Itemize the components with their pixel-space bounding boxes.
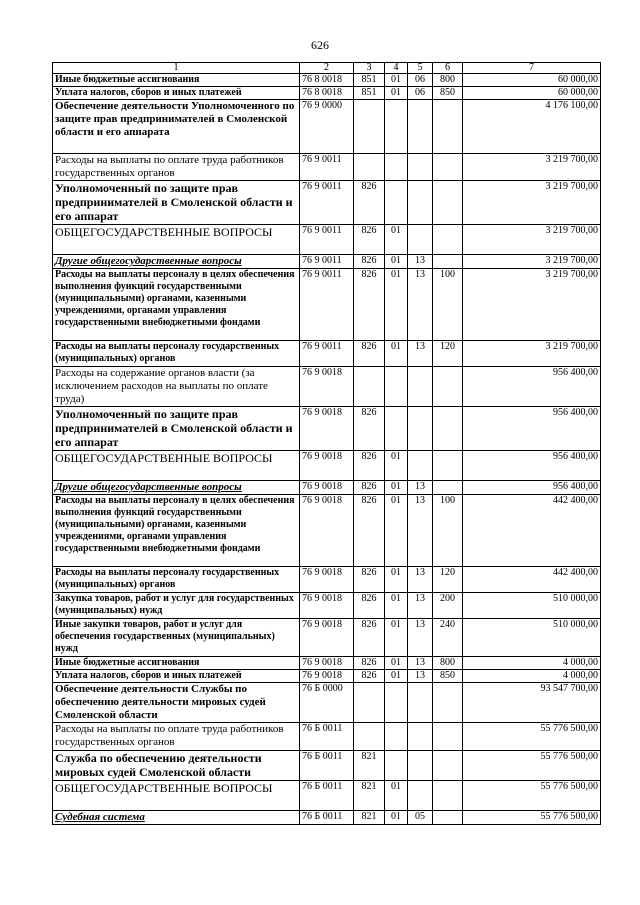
amount-cell: 510 000,00 [463,593,601,619]
expense-type-code-cell [433,255,463,269]
amount-cell: 442 400,00 [463,495,601,567]
department-code-cell: 826 [354,567,385,593]
target-article-code-cell: 76 9 0018 [300,593,354,619]
table-row [53,670,601,683]
column-header: 6 [433,63,463,74]
expense-type-code-cell [433,181,463,225]
target-article-code-cell: 76 9 0011 [300,341,354,367]
department-code-cell: 821 [354,811,385,825]
subsection-code-cell: 13 [408,495,433,567]
subsection-code-cell [408,683,433,723]
department-code-cell: 826 [354,451,385,481]
department-code-cell: 821 [354,751,385,781]
table-row [53,255,601,269]
subsection-code-cell: 13 [408,657,433,670]
row-name-cell: Уполномоченный по защите прав предпринимателей в Смоленской области и его аппарат [53,407,300,451]
target-article-code-cell: 76 9 0018 [300,619,354,657]
section-code-cell [385,751,408,781]
department-code-cell: 826 [354,657,385,670]
row-name-cell: Иные закупки товаров, работ и услуг для обеспечения государственных (муниципальных) нужд [53,619,300,657]
target-article-code-cell: 76 9 0018 [300,407,354,451]
table-row [53,225,601,255]
row-name-cell: Судебная система [53,811,300,825]
department-code-cell [354,723,385,751]
expense-type-code-cell: 800 [433,74,463,87]
column-header: 7 [463,63,601,74]
target-article-code-cell: 76 9 0018 [300,481,354,495]
expense-type-code-cell: 240 [433,619,463,657]
row-name-cell: Обеспечение деятельности Уполномоченного по защите прав предпринимателей в Смоленской области и его аппарата [53,100,300,154]
amount-cell: 956 400,00 [463,451,601,481]
amount-cell: 956 400,00 [463,481,601,495]
table-row [53,811,601,825]
department-code-cell: 821 [354,781,385,811]
section-code-cell [385,100,408,154]
table-row [53,567,601,593]
target-article-code-cell: 76 9 0018 [300,495,354,567]
amount-cell: 510 000,00 [463,619,601,657]
target-article-code-cell: 76 Б 0000 [300,683,354,723]
department-code-cell [354,367,385,407]
table-row [53,723,601,751]
section-code-cell [385,723,408,751]
section-code-cell: 01 [385,670,408,683]
expense-type-code-cell [433,407,463,451]
subsection-code-cell [408,751,433,781]
row-name-cell: ОБЩЕГОСУДАРСТВЕННЫЕ ВОПРОСЫ [53,781,300,811]
subsection-code-cell [408,225,433,255]
section-code-cell: 01 [385,781,408,811]
amount-cell: 3 219 700,00 [463,181,601,225]
section-code-cell: 01 [385,74,408,87]
target-article-code-cell: 76 9 0018 [300,367,354,407]
table-row [53,619,601,657]
amount-cell: 442 400,00 [463,567,601,593]
column-header: 3 [354,63,385,74]
target-article-code-cell: 76 9 0011 [300,225,354,255]
department-code-cell: 826 [354,225,385,255]
amount-cell: 956 400,00 [463,407,601,451]
amount-cell: 3 219 700,00 [463,255,601,269]
amount-cell: 55 776 500,00 [463,723,601,751]
target-article-code-cell: 76 9 0011 [300,269,354,341]
expense-type-code-cell: 100 [433,269,463,341]
section-code-cell: 01 [385,225,408,255]
table-row [53,683,601,723]
row-name-cell: ОБЩЕГОСУДАРСТВЕННЫЕ ВОПРОСЫ [53,451,300,481]
target-article-code-cell: 76 9 0018 [300,657,354,670]
expense-type-code-cell [433,683,463,723]
subsection-code-cell: 06 [408,74,433,87]
expense-type-code-cell: 120 [433,567,463,593]
row-name-cell: Уплата налогов, сборов и иных платежей [53,670,300,683]
table-row [53,154,601,181]
section-code-cell: 01 [385,593,408,619]
department-code-cell [354,154,385,181]
section-code-cell: 01 [385,341,408,367]
target-article-code-cell: 76 Б 0011 [300,781,354,811]
expense-type-code-cell: 120 [433,341,463,367]
row-name-cell: Расходы на выплаты персоналу государственных (муниципальных) органов [53,341,300,367]
section-code-cell: 01 [385,87,408,100]
subsection-code-cell [408,451,433,481]
table-row [53,181,601,225]
amount-cell: 4 000,00 [463,657,601,670]
row-name-cell: Расходы на выплаты по оплате труда работников государственных органов [53,723,300,751]
department-code-cell: 826 [354,593,385,619]
subsection-code-cell: 13 [408,269,433,341]
department-code-cell: 826 [354,619,385,657]
column-header: 5 [408,63,433,74]
department-code-cell: 851 [354,87,385,100]
table-row [53,593,601,619]
expense-type-code-cell [433,451,463,481]
column-header: 4 [385,63,408,74]
subsection-code-cell: 13 [408,619,433,657]
row-name-cell: Расходы на выплаты персоналу государственных (муниципальных) органов [53,567,300,593]
table-row [53,781,601,811]
subsection-code-cell [408,407,433,451]
target-article-code-cell: 76 Б 0011 [300,723,354,751]
amount-cell: 4 000,00 [463,670,601,683]
amount-cell: 3 219 700,00 [463,154,601,181]
department-code-cell: 826 [354,481,385,495]
target-article-code-cell: 76 9 0011 [300,154,354,181]
section-code-cell: 01 [385,811,408,825]
section-code-cell [385,407,408,451]
amount-cell: 3 219 700,00 [463,225,601,255]
row-name-cell: Другие общегосударственные вопросы [53,481,300,495]
target-article-code-cell: 76 9 0018 [300,670,354,683]
expense-type-code-cell [433,723,463,751]
department-code-cell: 826 [354,255,385,269]
subsection-code-cell: 13 [408,593,433,619]
subsection-code-cell [408,154,433,181]
amount-cell: 60 000,00 [463,74,601,87]
section-code-cell [385,367,408,407]
amount-cell: 55 776 500,00 [463,811,601,825]
table-row [53,751,601,781]
target-article-code-cell: 76 Б 0011 [300,811,354,825]
table-row [53,341,601,367]
section-code-cell [385,181,408,225]
row-name-cell: ОБЩЕГОСУДАРСТВЕННЫЕ ВОПРОСЫ [53,225,300,255]
expense-type-code-cell [433,811,463,825]
amount-cell: 3 219 700,00 [463,269,601,341]
expense-type-code-cell: 800 [433,657,463,670]
row-name-cell: Иные бюджетные ассигнования [53,74,300,87]
section-code-cell: 01 [385,657,408,670]
amount-cell: 55 776 500,00 [463,781,601,811]
department-code-cell: 826 [354,181,385,225]
expense-type-code-cell: 200 [433,593,463,619]
department-code-cell: 826 [354,269,385,341]
column-header: 2 [300,63,354,74]
column-header: 1 [53,63,300,74]
table-row [53,481,601,495]
target-article-code-cell: 76 9 0018 [300,567,354,593]
expense-type-code-cell: 850 [433,87,463,100]
table-row [53,100,601,154]
row-name-cell: Служба по обеспечению деятельности мировых судей Смоленской области [53,751,300,781]
table-row [53,367,601,407]
expense-type-code-cell [433,225,463,255]
subsection-code-cell: 13 [408,670,433,683]
department-code-cell [354,683,385,723]
target-article-code-cell: 76 Б 0011 [300,751,354,781]
subsection-code-cell: 13 [408,481,433,495]
table-row [53,451,601,481]
department-code-cell: 851 [354,74,385,87]
row-name-cell: Уплата налогов, сборов и иных платежей [53,87,300,100]
subsection-code-cell: 05 [408,811,433,825]
section-code-cell: 01 [385,269,408,341]
budget-table [52,62,601,825]
department-code-cell: 826 [354,670,385,683]
row-name-cell: Уполномоченный по защите прав предпринимателей в Смоленской области и его аппарат [53,181,300,225]
subsection-code-cell [408,367,433,407]
subsection-code-cell [408,723,433,751]
section-code-cell: 01 [385,619,408,657]
expense-type-code-cell: 100 [433,495,463,567]
section-code-cell: 01 [385,495,408,567]
table-header-row [53,63,601,74]
expense-type-code-cell [433,781,463,811]
table-row [53,495,601,567]
table-row [53,269,601,341]
subsection-code-cell [408,781,433,811]
target-article-code-cell: 76 8 0018 [300,87,354,100]
subsection-code-cell: 13 [408,341,433,367]
expense-type-code-cell [433,481,463,495]
subsection-code-cell [408,100,433,154]
subsection-code-cell: 13 [408,255,433,269]
subsection-code-cell [408,181,433,225]
row-name-cell: Расходы на содержание органов власти (за исключением расходов на выплаты по оплате труда) [53,367,300,407]
amount-cell: 55 776 500,00 [463,751,601,781]
table-row [53,87,601,100]
subsection-code-cell: 06 [408,87,433,100]
section-code-cell: 01 [385,567,408,593]
table-body [53,74,601,825]
page-number: 626 [311,38,329,52]
department-code-cell: 826 [354,407,385,451]
section-code-cell: 01 [385,451,408,481]
section-code-cell [385,683,408,723]
expense-type-code-cell [433,367,463,407]
target-article-code-cell: 76 9 0011 [300,181,354,225]
amount-cell: 4 176 100,00 [463,100,601,154]
row-name-cell: Расходы на выплаты персоналу в целях обеспечения выполнения функций государственными (муниципальными) органами, казенными учреждениями, органами управления государственными внебюджетными фондами [53,495,300,567]
department-code-cell: 826 [354,495,385,567]
target-article-code-cell: 76 9 0000 [300,100,354,154]
section-code-cell: 01 [385,481,408,495]
department-code-cell: 826 [354,341,385,367]
target-article-code-cell: 76 9 0018 [300,451,354,481]
section-code-cell [385,154,408,181]
row-name-cell: Обеспечение деятельности Службы по обеспечению деятельности мировых судей Смоленской области [53,683,300,723]
subsection-code-cell: 13 [408,567,433,593]
row-name-cell: Расходы на выплаты по оплате труда работников государственных органов [53,154,300,181]
department-code-cell [354,100,385,154]
target-article-code-cell: 76 8 0018 [300,74,354,87]
expense-type-code-cell: 850 [433,670,463,683]
row-name-cell: Иные бюджетные ассигнования [53,657,300,670]
row-name-cell: Другие общегосударственные вопросы [53,255,300,269]
table-row [53,74,601,87]
amount-cell: 3 219 700,00 [463,341,601,367]
row-name-cell: Расходы на выплаты персоналу в целях обеспечения выполнения функций государственными (муниципальными) органами, казенными учреждениями, органами управления государственными внебюджетными фондами [53,269,300,341]
table-row [53,407,601,451]
expense-type-code-cell [433,100,463,154]
amount-cell: 93 547 700,00 [463,683,601,723]
table-row [53,657,601,670]
row-name-cell: Закупка товаров, работ и услуг для государственных (муниципальных) нужд [53,593,300,619]
section-code-cell: 01 [385,255,408,269]
target-article-code-cell: 76 9 0011 [300,255,354,269]
amount-cell: 60 000,00 [463,87,601,100]
amount-cell: 956 400,00 [463,367,601,407]
expense-type-code-cell [433,751,463,781]
expense-type-code-cell [433,154,463,181]
